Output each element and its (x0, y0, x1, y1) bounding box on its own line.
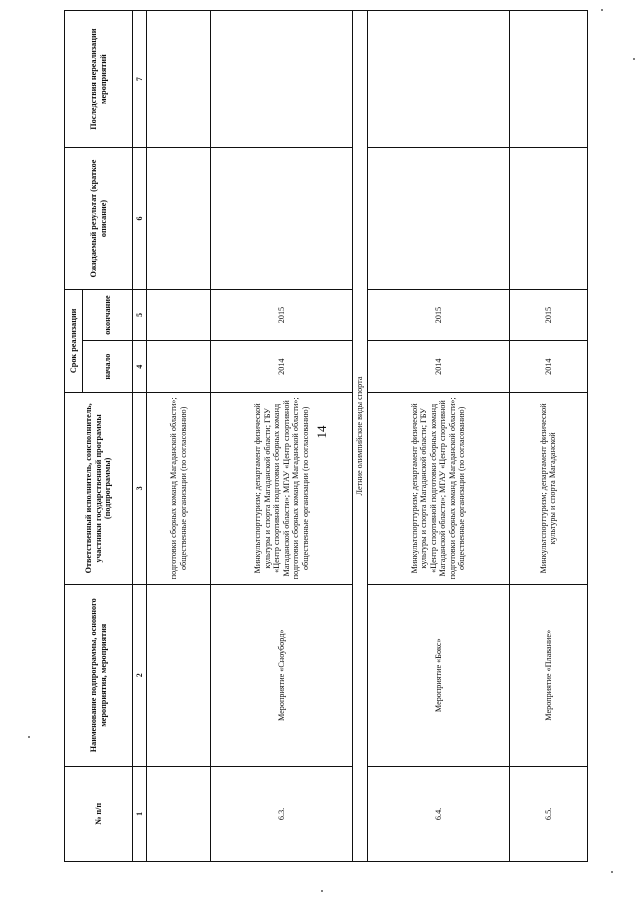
scan-speck (321, 890, 323, 892)
row-end: 2015 (509, 289, 587, 341)
row-result (147, 148, 211, 289)
row-consequences (509, 11, 587, 148)
page-number: 14 (314, 425, 329, 439)
row-number (147, 766, 211, 861)
program-table (64, 10, 588, 862)
scan-speck (28, 736, 30, 738)
row-consequences (367, 11, 509, 148)
table-row (211, 11, 353, 862)
col-number-7: 7 (133, 11, 147, 148)
row-end: 2015 (367, 289, 509, 341)
table-row (367, 11, 509, 862)
header-result: Ожидаемый результат (краткое описание) (65, 148, 133, 289)
row-start (147, 341, 211, 393)
col-number-5: 5 (133, 289, 147, 341)
row-executor: Минкультспорттуризм; департамент физической культуры и спорта Магаданской области; ГБУ «Центр спортивной подготовки сборных команд Магаданской области»; МГАУ «Центр спортивной подготовки сборных команд Магаданской области»; общественные организации (по согласованию) (367, 393, 509, 585)
header-start: начало (83, 341, 133, 393)
row-number: 6.3. (211, 766, 353, 861)
col-number-2: 2 (133, 584, 147, 766)
table-row (147, 11, 211, 862)
row-result (367, 148, 509, 289)
row-executor: подготовки сборных команд Магаданской области»; общественные организации (по согласованию) (147, 393, 211, 585)
col-number-3: 3 (133, 393, 147, 585)
row-executor: Минкультспорттуризм; департамент физической культуры и спорта Магаданской (509, 393, 587, 585)
section-row (353, 11, 368, 862)
header-executor: Ответственный исполнитель, соисполнитель, участники государственной программы (подпрограммы) (65, 393, 133, 585)
row-end (147, 289, 211, 341)
scan-speck (633, 58, 635, 60)
header-number: № п/п (65, 766, 133, 861)
row-number: 6.5. (509, 766, 587, 861)
row-start: 2014 (367, 341, 509, 393)
table-row (509, 11, 587, 862)
row-name: Мероприятие «Плавание» (509, 584, 587, 766)
row-start: 2014 (509, 341, 587, 393)
rotated-table-container (64, 10, 582, 862)
row-name (147, 584, 211, 766)
scan-speck (601, 9, 603, 11)
col-number-4: 4 (133, 341, 147, 393)
row-result (211, 148, 353, 289)
row-result (509, 148, 587, 289)
col-number-6: 6 (133, 148, 147, 289)
col-number-1: 1 (133, 766, 147, 861)
row-end: 2015 (211, 289, 353, 341)
header-row (65, 11, 83, 862)
header-name: Наименование подпрограммы, основного мероприятия, мероприятия (65, 584, 133, 766)
row-name: Мероприятие «Бокс» (367, 584, 509, 766)
header-consequences: Последствия нереализации мероприятий (65, 11, 133, 148)
column-numbers-row (133, 11, 147, 862)
row-name: Мероприятие «Сноуборд» (211, 584, 353, 766)
scan-speck (611, 871, 613, 873)
section-title: Летние олимпийские виды спорта (353, 11, 368, 862)
row-executor: Минкультспорттуризм; департамент физической культуры и спорта Магаданской области; ГБУ «Центр спортивной подготовки сборных команд Магаданской области»; МГАУ «Центр спортивной подготовки сборных команд Магаданской области»; общественные организации (по согласованию) (211, 393, 353, 585)
header-term: Срок реализации (65, 289, 83, 392)
row-consequences (147, 11, 211, 148)
row-number: 6.4. (367, 766, 509, 861)
row-start: 2014 (211, 341, 353, 393)
row-consequences (211, 11, 353, 148)
header-end: окончание (83, 289, 133, 341)
